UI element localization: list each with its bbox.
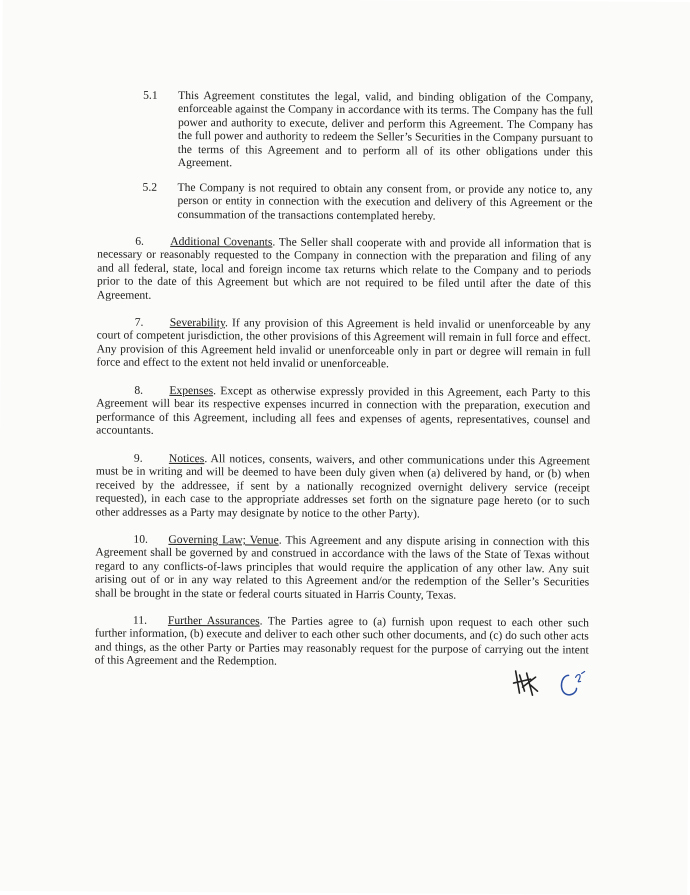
section-heading: Severability (169, 315, 226, 330)
initials-signature-left (510, 669, 540, 697)
section-text: The Company is not required to obtain any consent from, or provide any notice to, any person or entity in connection with the execution and delivery of this Agreement or the consummation of the transactions contemplated hereby. (177, 180, 593, 223)
section-text: . If any provision of this Agreement is held invalid or unenforceable by any court of competent jurisdiction, the other provisions of this Agreement will remain in full force and effect. Any provision of this Agreement held invalid or unenforceable only in part or degree will remain in full force and effect to the extent not held invalid or unenforceable. (96, 316, 591, 371)
section-text: . The Parties agree to (a) furnish upon request to each other such further information, (b) execute and deliver to each other such other documents, and (c) do such other acts and things, as the other Party or Parties may reasonably request for the purpose of carrying out the intent of this Agreement and the Redemption. (94, 614, 589, 668)
section-5-1 (143, 89, 593, 172)
section-heading: Expenses (169, 383, 214, 398)
section-number: 10. (133, 532, 148, 546)
section-number: 11. (132, 613, 148, 627)
section-7 (96, 315, 590, 372)
section-text: . This Agreement and any dispute arising in connection with this Agreement shall be governed by and construed in accordance with the laws of the State of Texas without regard to any conflicts-of-laws principles that would require the application of any other law. Any suit arising out of or in any way related to this Agreement and/or the redemption of the Seller’s Securities shall be brought in the state or federal courts situated in Harris County, Texas. (95, 533, 590, 602)
section-number: 6. (135, 234, 144, 248)
section-11 (95, 613, 589, 670)
section-number: 5.1 (143, 88, 158, 102)
section-text: . Except as otherwise expressly provided in this Agreement, each Party to this Agreement will bear its respective expenses incurred in connection with the preparation, execution and performance of this Agreement, including all fees and expenses of agents, representatives, counsel and accountants. (96, 384, 591, 438)
section-5-2 (142, 181, 592, 224)
section-heading: Further Assurances (167, 613, 260, 628)
section-number: 5.2 (142, 180, 158, 194)
section-text: This Agreement constitutes the legal, valid, and binding obligation of the Company, enforceable against the Company in accordance with its terms. The Company has the full power and authority to execute, deliver and perform this Agreement. The Company has the full power and authority to redeem the Seller’s Securities in the Company pursuant to the terms of this Agreement and to perform all of its other obligations under this Agreement. (177, 88, 594, 170)
section-number: 7. (134, 315, 144, 329)
section-heading: Notices (168, 451, 205, 466)
section-text: . All notices, consents, waivers, and other communications under this Agreement must be in writing and will be deemed to have been duly given when (a) delivered by hand, or (b) when received by the addressee, if sent by a nationally recognized overnight delivery service (receipt requested), in each case to the appropriate addresses set forth on the signature page hereto (or to such other addresses as a Party may designate by notice to the other Party). (95, 452, 590, 521)
initials-signature-right (554, 669, 590, 699)
section-heading: Governing Law; Venue (168, 532, 279, 547)
section-text: . The Seller shall cooperate with and provide all information that is necessary or reasonably requested to the Company in connection with the preparation and filing of any and all federal, state, local and foreign income tax returns which relate to the Company and to periods prior to the date of this Agreement but which are not required to be filed until after the date of this Agreement. (96, 235, 592, 302)
section-heading: Additional Covenants (170, 234, 273, 249)
section-10 (95, 532, 589, 602)
section-9 (96, 451, 590, 521)
section-8 (96, 383, 590, 440)
section-number: 9. (133, 451, 143, 465)
section-6 (97, 234, 591, 304)
section-number: 8. (134, 383, 144, 397)
